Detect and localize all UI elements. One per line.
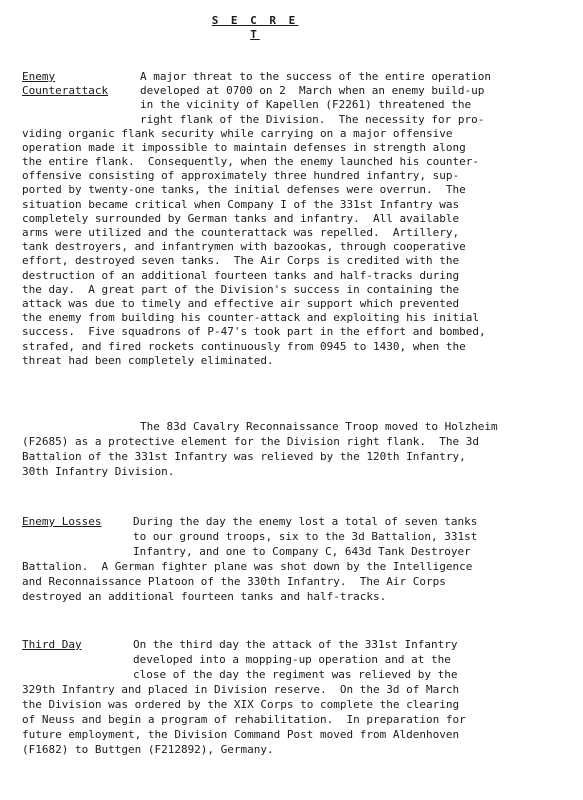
paragraph-line: close of the day the regiment was relieved by the (133, 668, 458, 681)
paragraph-line: developed at 0700 on 2 March when an enemy build-up (140, 84, 485, 97)
paragraph-line: success. Five squadrons of P-47's took part in the effort and bombed, (22, 325, 486, 338)
paragraph-line: future employment, the Division Command Post moved from Aldenhoven (22, 728, 460, 741)
paragraph-line: threat had been completely eliminated. (22, 354, 274, 367)
paragraph-line: The 83d Cavalry Reconnaissance Troop moved to Holzheim (140, 420, 498, 433)
section-heading-enemy: Enemy (22, 70, 56, 83)
paragraph-line: the Division was ordered by the XIX Corps to complete the clearing (22, 698, 460, 711)
paragraph-line: arms were utilized and the counterattack was repelled. Artillery, (22, 226, 460, 239)
paragraph-line: effort, destroyed seven tanks. The Air Corps is credited with the (22, 254, 460, 267)
paragraph-line: situation became critical when Company I of the 331st Infantry was (22, 198, 460, 211)
paragraph-line: viding organic flank security while carrying on a major offensive (22, 127, 453, 140)
paragraph-line: in the vicinity of Kapellen (F2261) threatened the (140, 98, 472, 111)
paragraph-line: A major threat to the success of the entire operation (140, 70, 491, 83)
paragraph-line: (F2685) as a protective element for the Division right flank. The 3d (22, 435, 479, 448)
paragraph-line: (F1682) to Buttgen (F212892), Germany. (22, 743, 274, 756)
paragraph-line: On the third day the attack of the 331st Infantry (133, 638, 458, 651)
paragraph-line: During the day the enemy lost a total of seven tanks (133, 515, 478, 528)
paragraph-line: 329th Infantry and placed in Division reserve. On the 3d of March (22, 683, 460, 696)
paragraph-line: to our ground troops, six to the 3d Battalion, 331st (133, 530, 478, 543)
paragraph-line: destruction of an additional fourteen tanks and half-tracks during (22, 269, 460, 282)
paragraph-line: destroyed an additional fourteen tanks and half-tracks. (22, 590, 387, 603)
section-heading-enemy-losses: Enemy Losses (22, 515, 102, 528)
paragraph-line: the entire flank. Consequently, when the enemy launched his counter- (22, 155, 479, 168)
paragraph-line: of Neuss and begin a program of rehabilitation. In preparation for (22, 713, 466, 726)
paragraph-line: right flank of the Division. The necessity for pro- (140, 113, 485, 126)
classification-header: S E C R E T (211, 14, 299, 42)
section-heading-counterattack: Counterattack (22, 84, 109, 97)
paragraph-line: offensive consisting of approximately three hundred infantry, sup- (22, 169, 460, 182)
paragraph-line: Battalion. A German fighter plane was shot down by the Intelligence (22, 560, 473, 573)
paragraph-line: strafed, and fired rockets continuously from 0945 to 1430, when the (22, 340, 466, 353)
paragraph-line: the enemy from building his counter-attack and exploiting his initial (22, 311, 479, 324)
paragraph-line: Battalion of the 331st Infantry was relieved by the 120th Infantry, (22, 450, 466, 463)
paragraph-line: developed into a mopping-up operation and at the (133, 653, 451, 666)
paragraph-line: 30th Infantry Division. (22, 465, 175, 478)
paragraph-line: and Reconnaissance Platoon of the 330th Infantry. The Air Corps (22, 575, 446, 588)
paragraph-line: attack was due to timely and effective air support which prevented (22, 297, 460, 310)
paragraph-line: operation made it impossible to maintain defenses in strength along (22, 141, 466, 154)
paragraph-line: ported by twenty-one tanks, the initial defenses were overrun. The (22, 183, 466, 196)
paragraph-line: completely surrounded by German tanks and infantry. All available (22, 212, 460, 225)
paragraph-line: Infantry, and one to Company C, 643d Tank Destroyer (133, 545, 471, 558)
paragraph-line: tank destroyers, and infantrymen with bazookas, through cooperative (22, 240, 466, 253)
paragraph-line: the day. A great part of the Division's success in containing the (22, 283, 460, 296)
section-heading-third-day: Third Day (22, 638, 82, 651)
